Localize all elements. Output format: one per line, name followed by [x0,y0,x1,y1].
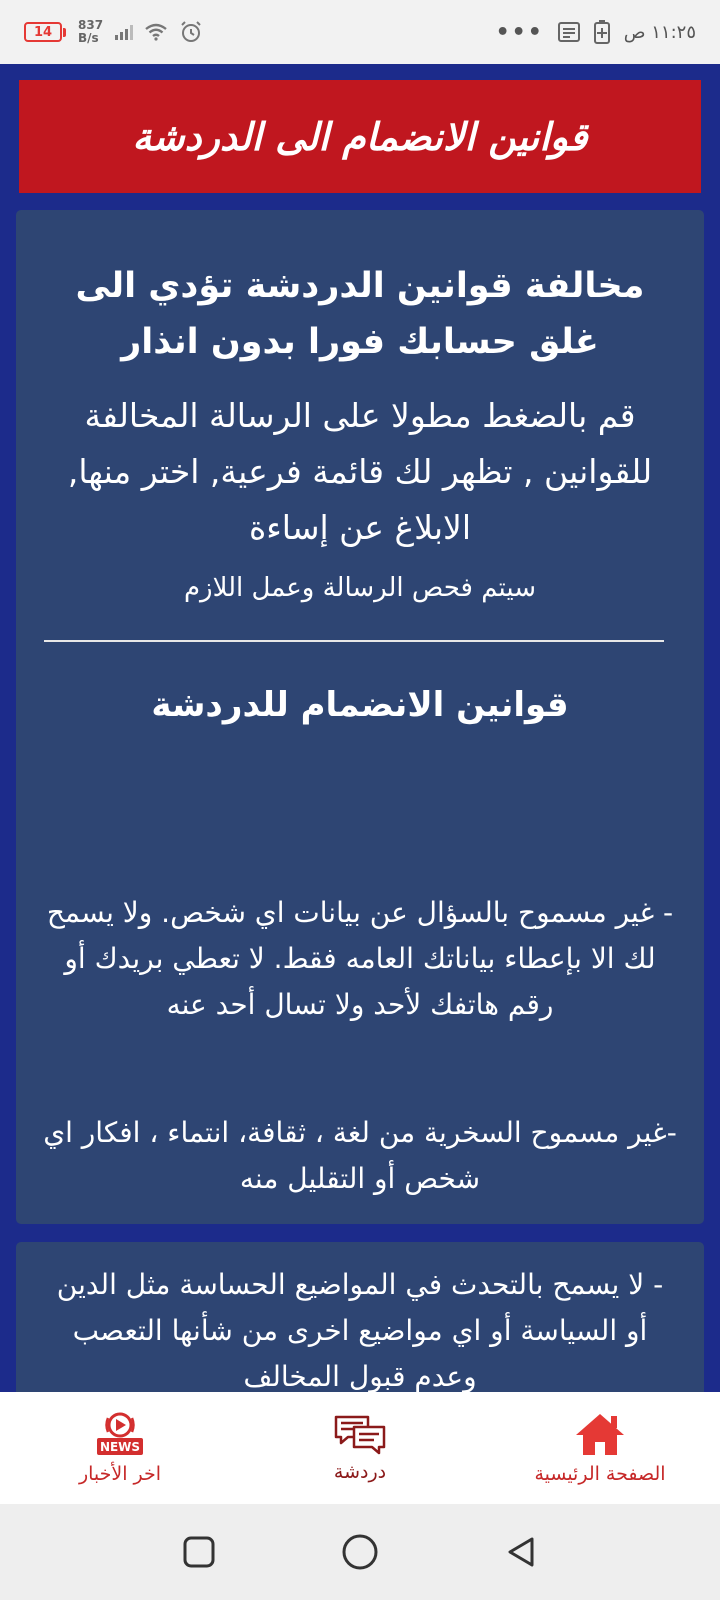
battery-saver-icon [594,20,610,44]
battery-level: 14 [24,22,62,42]
rules-card-2 [16,1242,704,1392]
status-time: ١١:٢٥ ص [623,21,696,43]
report-instructions: قم بالضغط مطولا على الرسالة المخالفة للقوانين , تظهر لك قائمة فرعية, اختر منها, الابلاغ عن إساءة [67,396,653,547]
chat-icon [334,1413,386,1455]
rule-mockery: -غير مسموح السخرية من لغة ، ثقافة، انتماء ، افكار اي شخص أو التقليل منه [43,1116,677,1195]
rules-section-title: قوانين الانضمام للدردشة [151,685,569,725]
recent-apps-icon[interactable] [182,1535,216,1569]
network-speed-unit: B/s [78,31,99,45]
nav-chat[interactable] [240,1413,480,1483]
wifi-icon [145,23,167,41]
divider [44,640,664,642]
nav-latest-news-label: اخر الأخبار [78,1463,162,1485]
notification-icon [558,22,580,42]
page-title-banner [19,80,701,193]
signal-icon [115,24,133,40]
page-title: قوانين الانضمام الى الدردشة [132,114,588,159]
news-icon [94,1411,146,1457]
system-navigation-bar [0,1504,720,1600]
network-speed-value: 837 [78,18,104,32]
app-content [0,64,720,1392]
news-badge-text: NEWS [99,1440,141,1454]
nav-latest-news[interactable] [0,1411,240,1485]
nav-home[interactable] [480,1411,720,1485]
status-bar [0,0,720,64]
back-icon[interactable] [504,1535,538,1569]
network-speed [78,19,103,45]
rule-sensitive-topics: - لا يسمح بالتحدث في المواضيع الحساسة مثل الدين أو السياسة أو اي مواضيع اخرى من شأنها التعصب وعدم قبول المخالف [56,1268,664,1392]
rule-personal-data: - غير مسموح بالسؤال عن بيانات اي شخص. ولا يسمح لك الا بإعطاء بياناتك العامه فقط. لا تعطي بريدك أو رقم هاتفك لأحد ولا تسال أحد عنه [46,896,674,1021]
more-notifications-icon: ••• [495,19,544,45]
battery-icon [24,22,66,42]
check-note: سيتم فحص الرسالة وعمل اللازم [183,573,537,603]
rules-card [16,210,704,1224]
warning-title: مخالفة قوانين الدردشة تؤدي الى غلق حسابك فورا بدون انذار [75,266,645,362]
home-button-icon[interactable] [341,1533,379,1571]
home-icon [574,1411,626,1457]
nav-chat-label: دردشة [333,1461,387,1483]
bottom-navigation [0,1392,720,1504]
nav-home-label: الصفحة الرئيسية [534,1463,666,1485]
alarm-icon [179,20,203,44]
